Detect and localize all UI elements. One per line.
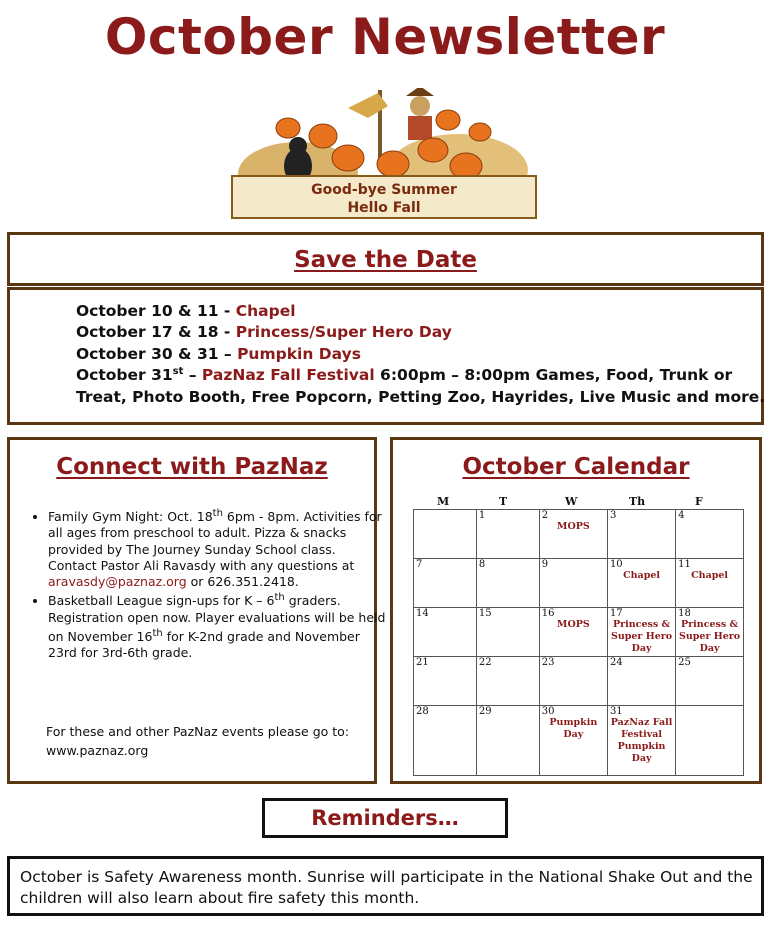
date-sup: st [172, 366, 184, 377]
day-event: MOPS [556, 521, 590, 532]
date-line-festival [76, 366, 732, 384]
event-text: Princess/Super Hero Day [235, 323, 452, 341]
day-number: 17 [609, 608, 623, 619]
calendar-day-cell [607, 510, 675, 559]
day-number: 14 [416, 608, 429, 619]
day-number: 30 [541, 706, 555, 717]
calendar-week-row [414, 510, 744, 559]
banner-line1: Good-bye Summer [311, 182, 457, 198]
connect-panel [7, 437, 386, 784]
calendar-day-cell [676, 706, 744, 776]
day-number: 18 [678, 608, 691, 619]
day-number: 16 [541, 608, 555, 619]
day-number: 23 [541, 657, 555, 668]
calendar-day-cell [539, 657, 607, 706]
day-label: W [565, 495, 578, 508]
calendar-day-cell [539, 706, 607, 776]
calendar-day-cell [676, 510, 744, 559]
day-event: Princess & Super Hero Day [610, 619, 673, 654]
day-number: 29 [478, 706, 492, 717]
day-number: 28 [416, 706, 429, 717]
event-text: Chapel [235, 302, 296, 320]
calendar-week-row [414, 657, 744, 706]
item-text: Family Gym Night: Oct. 18 [48, 509, 213, 525]
event-text: Pumpkin Days [237, 345, 361, 363]
calendar-day-cell [476, 706, 539, 776]
day-number: 24 [609, 657, 623, 668]
calendar-week-row [414, 706, 744, 776]
date-text: October 30 & 31 – [76, 345, 238, 363]
date-line-pumpkin [76, 345, 361, 363]
item-sup: th [274, 592, 285, 604]
day-number: 2 [541, 510, 549, 521]
reminders-box [262, 798, 508, 838]
day-number: 3 [609, 510, 617, 521]
day-label: Th [629, 495, 646, 508]
save-the-date-body [7, 287, 764, 425]
item-text: graders. Registration open now. Player evaluations will be held on November 16 [48, 593, 386, 644]
day-event: MOPS [556, 619, 590, 630]
day-event: PazNaz Fall Festival Pumpkin Day [610, 717, 673, 764]
date-text: October 17 & 18 - [76, 323, 236, 341]
day-number: 15 [478, 608, 492, 619]
connect-footer: For these and other PazNaz events please go to: www.paznaz.org [46, 724, 350, 758]
calendar-day-cell [414, 510, 477, 559]
reminder-text: October is Safety Awareness month. Sunrise will participate in the National Shake Out and the children will also learn about fire safety this month. [20, 868, 753, 907]
day-number: 4 [678, 510, 685, 521]
calendar-day-cell [676, 608, 744, 657]
day-event: Chapel [623, 570, 660, 581]
list-item [48, 506, 388, 590]
day-number: 1 [478, 510, 486, 521]
date-line-chapel [76, 302, 296, 320]
day-event: Chapel [691, 570, 729, 581]
autumn-illustration [228, 88, 540, 220]
calendar-day-cell [414, 559, 477, 608]
calendar-day-cell [607, 559, 675, 608]
calendar-day-cell [539, 510, 607, 559]
calendar-day-cell [676, 657, 744, 706]
newsletter-title: October Newsletter [104, 8, 666, 66]
item-text: for K-2nd grade and November 23rd for 3rd-6th grade. [48, 628, 360, 661]
day-number: 8 [478, 559, 486, 570]
calendar-day-cell [476, 510, 539, 559]
day-event: Pumpkin Day [549, 717, 598, 740]
day-label: M [437, 495, 450, 508]
calendar-day-cell [414, 706, 477, 776]
connect-heading: Connect with PazNaz [56, 454, 328, 480]
email-link[interactable]: aravasdy@paznaz.org [48, 573, 187, 589]
list-item [48, 590, 388, 661]
date-line-festival-cont: Treat, Photo Booth, Free Popcorn, Petting Zoo, Hayrides, Live Music and more. [76, 388, 766, 406]
event-details: 6:00pm – 8:00pm Games, Food, Trunk or [374, 366, 733, 385]
day-label: T [499, 495, 508, 508]
date-text: October 31 [76, 366, 173, 385]
calendar-day-cell [539, 608, 607, 657]
calendar-day-cell [607, 608, 675, 657]
day-number: 25 [678, 657, 691, 668]
date-text: October 10 & 11 - [76, 302, 236, 320]
day-label: F [695, 495, 703, 508]
calendar-grid [413, 509, 744, 776]
day-number: 10 [609, 559, 623, 570]
calendar-day-cell [476, 657, 539, 706]
connect-list [24, 506, 388, 661]
calendar-week-row [414, 559, 744, 608]
save-the-date-heading: Save the Date [294, 247, 477, 273]
banner-line2: Hello Fall [347, 200, 421, 216]
dash-text: – [183, 366, 202, 385]
item-text: Basketball League sign-ups for K – 6 [48, 593, 275, 609]
calendar-day-cell [414, 608, 477, 657]
reminder-note [7, 856, 764, 916]
item-sup: th [212, 508, 223, 519]
calendar-day-cell [539, 559, 607, 608]
calendar-day-cell [476, 559, 539, 608]
reminders-heading: Reminders… [311, 806, 459, 830]
day-number: 9 [541, 559, 549, 570]
save-the-date-header [7, 232, 764, 286]
calendar-day-cell [414, 657, 477, 706]
date-line-princess [76, 323, 452, 341]
calendar-week-row [414, 608, 744, 657]
item-sup: th [152, 627, 163, 639]
day-number: 22 [478, 657, 492, 668]
day-number: 31 [609, 706, 623, 717]
calendar-day-cell [476, 608, 539, 657]
calendar-panel [390, 437, 762, 784]
item-text: or 626.351.2418. [186, 573, 299, 589]
day-event: Princess & Super Hero Day [679, 619, 741, 654]
day-number: 11 [678, 559, 691, 570]
calendar-day-cell [607, 657, 675, 706]
day-number: 7 [416, 559, 423, 570]
event-text: PazNaz Fall Festival [201, 366, 375, 385]
calendar-day-cell [607, 706, 675, 776]
day-number: 21 [416, 657, 429, 668]
calendar-day-cell [676, 559, 744, 608]
calendar-heading: October Calendar [462, 454, 690, 480]
item-text: 6pm - 8pm. Activities for all ages from preschool to adult. Pizza & snacks provided by The Journey Sunday School class. Contact Pastor Ali Ravasdy with any questions at [48, 509, 382, 573]
